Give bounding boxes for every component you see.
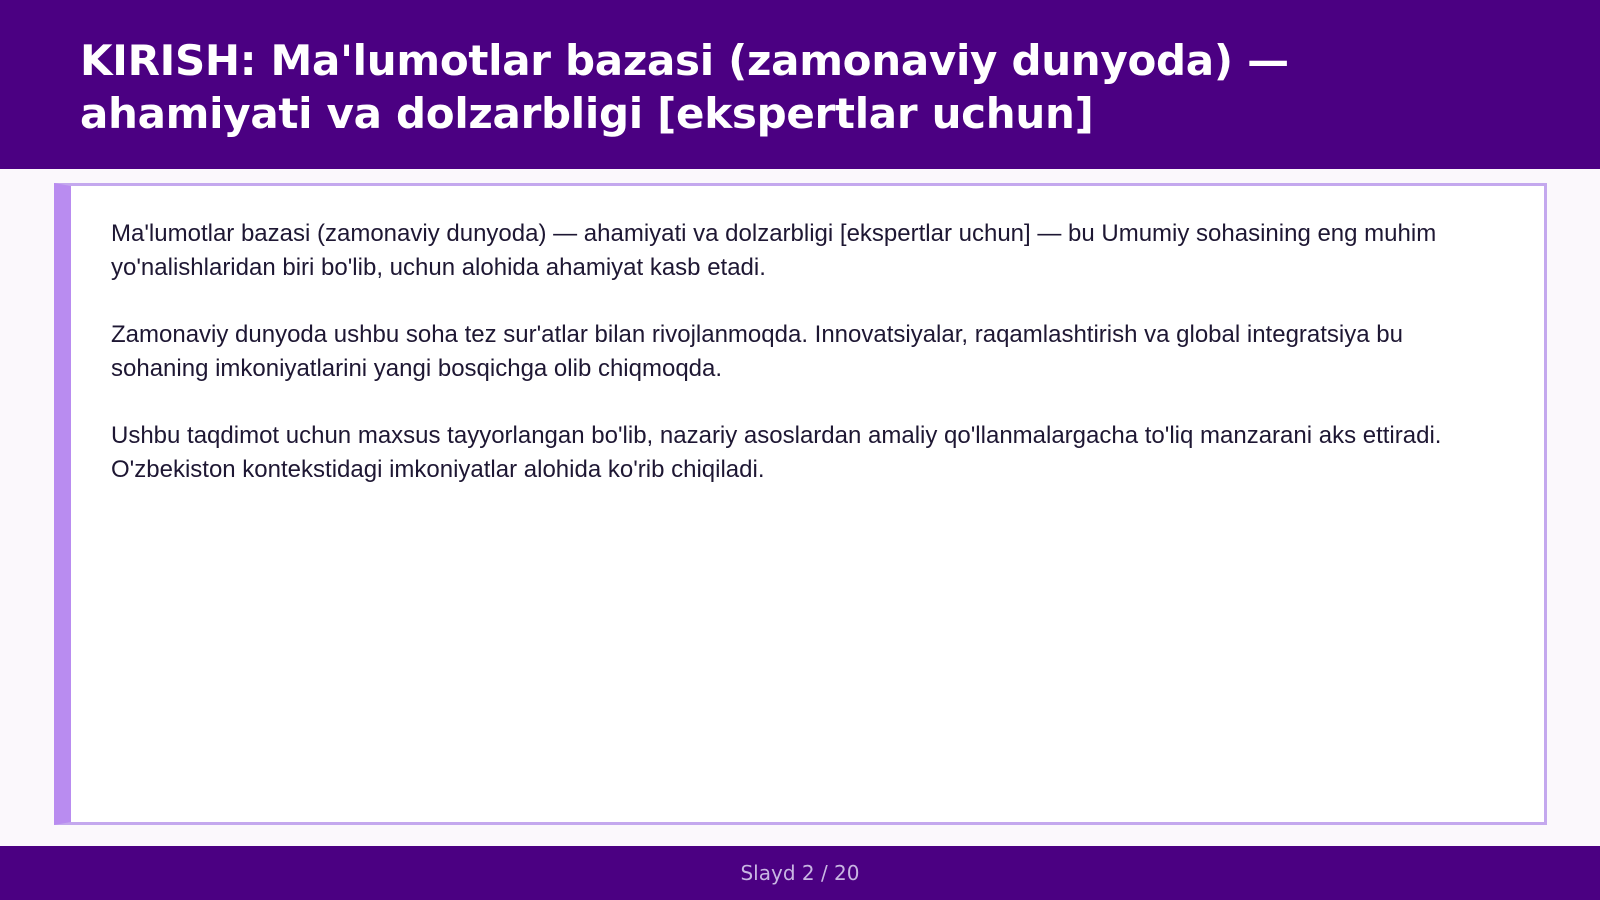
content-card xyxy=(54,183,1547,825)
slide-footer xyxy=(0,846,1600,900)
slide-header xyxy=(0,0,1600,169)
slide-title: KIRISH: Ma'lumotlar bazasi (zamonaviy dunyoda) — ahamiyati va dolzarbligi [ekspertlar uchun] xyxy=(80,36,1289,138)
slide-counter: Slayd 2 / 20 xyxy=(740,861,860,885)
content-paragraph: Ushbu taqdimot uchun maxsus tayyorlangan bo'lib, nazariy asoslardan amaliy qo'llanmalargacha to'liq manzarani aks ettiradi. O'zbekiston kontekstidagi imkoniyatlar alohida ko'rib chiqiladi. xyxy=(111,422,1442,483)
content-paragraph: Zamonaviy dunyoda ushbu soha tez sur'atlar bilan rivojlanmoqda. Innovatsiyalar, raqamlashtirish va global integratsiya bu sohaning imkoniyatlarini yangi bosqichga olib chiqmoqda. xyxy=(111,321,1403,382)
content-paragraph: Ma'lumotlar bazasi (zamonaviy dunyoda) — ahamiyati va dolzarbligi [ekspertlar uchun] — bu Umumiy sohasining eng muhim yo'nalishlaridan biri bo'lib, uchun alohida ahamiyat kasb etadi. xyxy=(111,220,1437,281)
